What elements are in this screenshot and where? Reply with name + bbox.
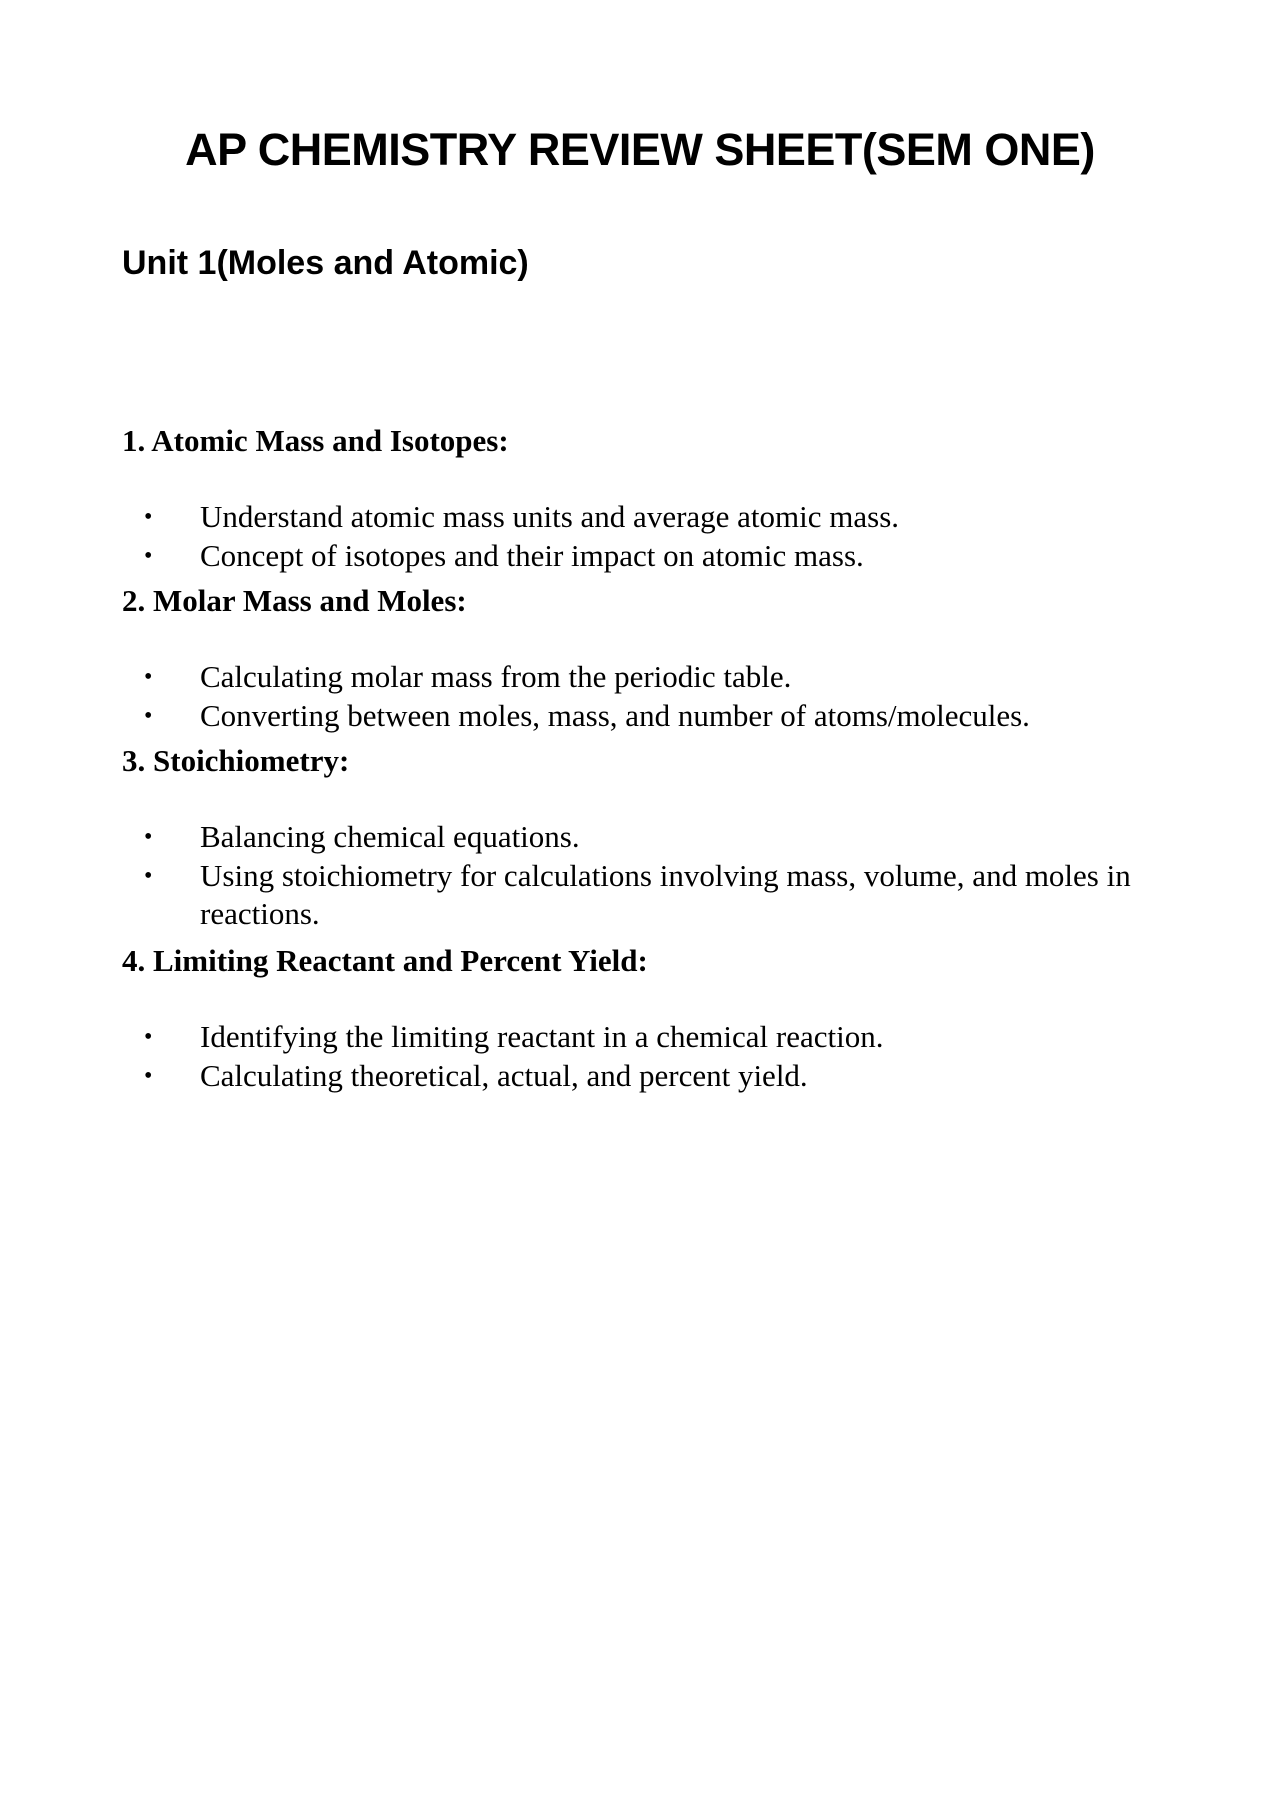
unit-heading: Unit 1(Moles and Atomic) — [122, 244, 529, 282]
bullet-list — [122, 658, 1182, 735]
list-item — [122, 697, 1182, 736]
list-item-text: Calculating molar mass from the periodic table. — [200, 659, 792, 694]
list-item — [122, 498, 1182, 537]
list-item-text: Calculating theoretical, actual, and percent yield. — [200, 1057, 808, 1093]
list-item — [122, 857, 1182, 934]
section-heading: 3. Stoichiometry: — [122, 743, 350, 778]
section-stoichiometry — [122, 742, 1182, 934]
bullet-icon: • — [144, 862, 153, 889]
bullet-list — [122, 818, 1182, 934]
list-item — [122, 537, 1182, 576]
bullet-icon: • — [144, 1024, 153, 1050]
list-item-text: Identifying the limiting reactant in a chemical reaction. — [200, 1019, 884, 1054]
section-heading: 4. Limiting Reactant and Percent Yield: — [122, 943, 648, 978]
bullet-icon: • — [144, 702, 153, 729]
bullet-icon: • — [144, 664, 153, 690]
list-item — [122, 818, 1182, 857]
bullet-icon: • — [144, 542, 153, 569]
section-molar-mass-moles — [122, 582, 1182, 735]
section-heading: 2. Molar Mass and Moles: — [122, 583, 467, 618]
bullet-list — [122, 1018, 1182, 1095]
section-heading: 1. Atomic Mass and Isotopes: — [122, 423, 509, 458]
bullet-icon: • — [144, 504, 153, 530]
list-item — [122, 1018, 1182, 1057]
page-title: AP CHEMISTRY REVIEW SHEET(SEM ONE) — [185, 124, 1095, 175]
list-item-text: Understand atomic mass units and average atomic mass. — [200, 499, 900, 534]
section-atomic-mass-isotopes — [122, 422, 1182, 575]
list-item-text: Using stoichiometry for calculations involving mass, volume, and moles in reactions. — [200, 857, 1131, 931]
bullet-icon: • — [144, 824, 153, 850]
bullet-list — [122, 498, 1182, 575]
bullet-icon: • — [144, 1062, 153, 1089]
list-item-text: Converting between moles, mass, and number of atoms/molecules. — [200, 697, 1030, 733]
list-item — [122, 1057, 1182, 1096]
list-item-text: Concept of isotopes and their impact on atomic mass. — [200, 537, 864, 573]
list-item-text: Balancing chemical equations. — [200, 819, 580, 854]
section-limiting-reactant-percent-yield — [122, 942, 1182, 1095]
list-item — [122, 658, 1182, 697]
